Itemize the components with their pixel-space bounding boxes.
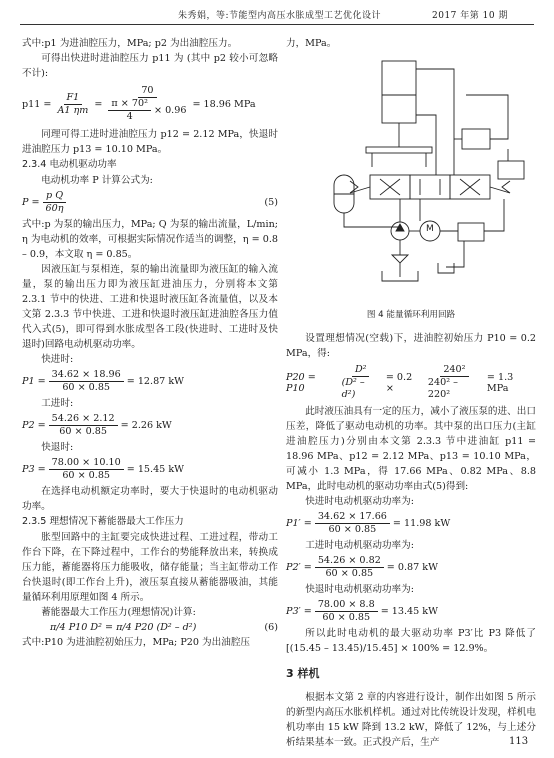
eq-lhs: p11 = [22,98,52,110]
eq-num: 78.00 × 10.10 [49,457,124,470]
eq-lhs: P2 = [22,420,46,431]
label-work: 工进时电动机驱动功率为: [305,540,414,551]
paragraph: 式中:p1 为进油腔压力，MPa; p2 为出油腔压力。 [22,38,238,49]
pilot-valve [498,161,524,179]
eq-fraction [49,413,118,438]
eq-result: = 12.87 kW [126,376,185,387]
eq-den: 60η [45,203,64,214]
figure-4-circuit [286,51,536,331]
eq-fraction [49,369,124,394]
equation-6 [22,622,278,633]
paragraph: 同理可得工进时进油腔压力 p12 = 2.12 MPa，快退时进油腔压力 p13 = 10.10 MPa。 [22,129,278,155]
main-cylinder [382,61,416,123]
issue-label: 2017 年第 10 期 [432,11,508,21]
directional-valve-center [410,175,450,199]
eq-num: 78.00 × 8.8 [315,599,378,612]
eq-lhs: P = [22,197,40,208]
eq-lhs: P1 = [22,376,46,387]
eq-result: = 0.87 kW [386,562,438,573]
eq-den: 60 × 0.85 [59,426,107,437]
eq-result: = 1.3 MPa [486,371,514,394]
equation-p2 [22,413,278,438]
motor-label: M [426,224,434,234]
eq-fraction [315,555,384,580]
press-table [366,147,432,153]
eq-lhs: P3 = [22,464,46,475]
eq-den: 4 [126,111,133,122]
eq-fraction [54,92,91,117]
paragraph: 根据本文第 2 章的内容进行设计，制作出如图 5 所示的新型内高压水胀机样机。通过对比传统设计发现，样机电机功率由 15 kW 降到 13.2 kW，降低了 12%，与上述分析结果基本一致。正式投产后，生产 [286,692,536,748]
eq-den: 60 × 0.85 [328,524,377,535]
paragraph: 电动机功率 P 计算公式为: [41,175,153,186]
eq-fraction [315,599,378,624]
eq-den [105,98,189,123]
eq-lhs: P3′ = [286,606,312,617]
filter-symbol [392,255,408,263]
eq-den: 60 × 0.85 [325,568,374,579]
eq-result: = 15.45 kW [126,464,185,475]
eq-den: 60 × 0.85 [322,612,371,623]
paragraph: 因液压缸与泵相连，泵的输出流量即为液压缸的输入流量，泵的输出压力即为液压缸进油压力，分别将本文第 2.3.1 节中的快进、工进和快退时液压缸各流量值，以及本文第 2.3.3 节中快进、工进和快退时液压缸进油腔各压力值代入式(5)，即可得到水胀成型各工段(快进时、工进时及快退时)回路电动机驱动功率。 [22,264,278,350]
section-heading: 2.3.5 理想情况下蓄能器最大工作压力 [22,516,184,527]
paragraph: 所以此时电动机的最大驱动功率 P3′比 P3 降低了 [(15.45 – 13.45)/15.45] × 100% = 12.9%。 [286,628,536,654]
eq-lhs: P2′ = [286,562,312,573]
eq-num: 240² [440,364,468,377]
eq-lhs: P1′ = [286,518,312,529]
eq-mid: = 0.2 × [385,371,413,394]
eq-num: 34.62 × 17.66 [315,511,390,524]
eq-fraction [43,190,67,215]
paragraph: 式中:P10 为进油腔初始压力，MPa; P20 为出油腔压 [22,637,251,648]
paragraph: 式中:p 为泵的输出压力，MPa; Q 为泵的输出流量，L/min; η 为电动机的效率，可根据实际情况作适当的调整，η = 0.8 – 0.9，本文取 η = 0.85。 [22,219,278,260]
label-back: 快退时: [41,442,74,453]
eq-den: (D² – d²) [341,377,365,400]
eq-den: A1 ηm [57,104,89,116]
eq-num: F1 [64,92,83,105]
paragraph: 可得出快进时进油腔压力 p11 为 (其中 p2 较小可忽略不计): [22,53,278,79]
paragraph: 蓄能器最大工作压力(理想情况)计算: [41,607,196,618]
eq-fraction [425,364,484,401]
equation-fast-pressure [22,85,278,123]
eq-lhs: P20 = P10 [286,371,316,394]
paragraph: 此时液压油具有一定的压力，减小了液压泵的进、出口压差，降低了驱动电动机的功率。其中泵的出口压力(主缸进油腔压力)分别由本文第 2.3.3 节中进油缸 p11 = 18.96 MPa、p12 = 2.12 MPa、p13 = 10.10 MPa，可减小 1.3 MPa，得 17.66 MPa、0.82 MPa、8.8 MPa，此时电动机的驱动功率由式(5)得到: [286,406,536,492]
section-heading: 2.3.4 电动机驱动功率 [22,159,117,170]
running-title: 朱秀娟，等:节能型内高压水胀成型工艺优化设计 [178,11,382,21]
eq-num: 54.26 × 2.12 [49,413,118,426]
label-back: 快退时电动机驱动功率为: [305,584,414,595]
header-rule [20,24,534,25]
eq-num: 34.62 × 18.96 [49,369,124,382]
eq-tail: × 0.96 [153,105,187,116]
eq-num: D² [352,364,370,377]
eq-num: p Q [43,190,66,203]
paragraph: 胀型回路中的主缸要完成快进过程、工进过程，带动工作台下降，在下降过程中，工作台的势能释放出来，转换成压力能，蓄能器将压力能吸收，储存能量；当主缸带动工作台快退时(即工作台上升)，液压泵直接从蓄能器吸油，其能量循环利用原理如图 4 所示。 [22,532,278,603]
eq-den: 60 × 0.85 [62,470,111,481]
eq-num: 70 [138,85,156,98]
equation-number: (6) [264,622,278,633]
section-heading: 3 样机 [286,667,320,680]
eq-fraction [49,457,124,482]
eq-result: = 2.26 kW [120,420,172,431]
equation-p3 [22,457,278,482]
eq-result: = 18.96 MPa [192,98,256,110]
paragraph: 设置理想情况(空载)下，进油腔初始压力 P10 = 0.2 MPa，得: [286,333,536,359]
page-number: 113 [509,736,529,747]
equation-q2 [286,555,536,580]
eq-num: π × 70² [108,98,151,111]
eq-fraction [315,511,390,536]
eq-fraction [339,364,383,401]
check-valve [462,129,490,149]
eq-fraction-inner [108,98,151,123]
equation-5 [22,190,278,215]
eq-equals: = [94,98,103,110]
eq-result: = 11.98 kW [392,518,451,529]
label-fast: 快进时电动机驱动功率为: [305,496,414,507]
paragraph: 力，MPa。 [286,38,337,49]
eq-fraction [105,85,189,123]
equation-p1 [22,369,278,394]
eq-result: = 13.45 kW [380,606,438,617]
equation-number: (5) [264,197,278,208]
label-fast: 快进时: [41,354,74,365]
hydraulic-circuit-diagram [286,55,536,291]
right-column [286,36,536,750]
paragraph: 在选择电动机额定功率时，要大于快退时的电动机驱动功率。 [22,486,278,512]
eq-num: 54.26 × 0.82 [315,555,384,568]
equation-q3 [286,599,536,624]
eq-den: 60 × 0.85 [62,382,111,393]
page-header [0,0,554,26]
eq-body: π/4 P10 D² = π/4 P20 (D² – d²) [50,622,197,633]
sequence-valve [458,223,484,241]
figure-caption: 图 4 能量循环利用回路 [366,310,456,320]
label-work: 工进时: [41,398,74,409]
equation-q1 [286,511,536,536]
left-column [22,36,278,650]
equation-p20 [286,364,536,401]
eq-den: 240² – 220² [427,377,458,400]
